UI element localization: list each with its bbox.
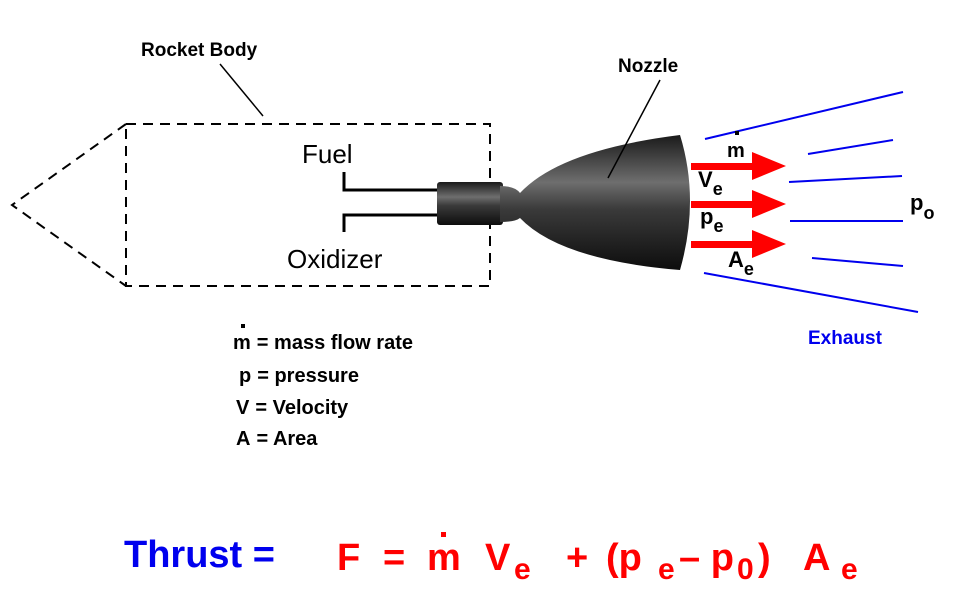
flow-label-m-dot [735, 131, 739, 135]
rocket-body-leader [220, 64, 263, 116]
eq-close: ) [758, 537, 771, 579]
eq-F: F [337, 537, 361, 579]
flow-label-v: $V_e$ [698, 167, 723, 199]
eq-A-subscript: e [841, 553, 858, 586]
legend-row-mass-flow: m = mass flow rate [233, 332, 413, 354]
eq-V-subscript: e [514, 553, 531, 586]
equation-label: Thrust = [124, 534, 275, 576]
fuel-label: Fuel [302, 139, 353, 169]
eq-open-p: (p [606, 537, 642, 579]
rocket-body-label: Rocket Body [141, 40, 258, 61]
flow-label-m: m [727, 140, 745, 162]
thrust-equation [124, 532, 858, 586]
legend-row-area: A = Area [236, 428, 318, 450]
eq-minus-p: – p [679, 537, 734, 579]
eq-equals: = [383, 537, 406, 579]
equation-formula [337, 532, 858, 586]
eq-A: A [803, 537, 831, 579]
nozzle-bell [500, 135, 690, 270]
oxidizer-label: Oxidizer [287, 244, 383, 274]
feed-lines [344, 172, 438, 232]
legend-row-pressure: p = pressure [239, 365, 359, 387]
legend-m-dot [241, 324, 245, 328]
legend [233, 324, 413, 450]
nozzle-label: Nozzle [618, 56, 679, 77]
eq-m-dot [441, 532, 446, 537]
nozzle [437, 135, 690, 270]
combustion-chamber [437, 182, 503, 225]
flow-label-p: $p_e$ [700, 204, 724, 236]
ambient-pressure-label: $p_o$ [910, 190, 935, 223]
legend-row-velocity: V = Velocity [236, 397, 349, 419]
eq-p-subscript: e [658, 553, 675, 586]
eq-p0-subscript: 0 [737, 553, 754, 586]
eq-V: V [485, 537, 511, 579]
rocket-body-outline [12, 124, 490, 286]
flow-label-a: $A_e$ [728, 247, 754, 279]
eq-m: m [427, 537, 461, 579]
eq-plus: + [566, 537, 589, 579]
exhaust-label: Exhaust [808, 328, 882, 349]
